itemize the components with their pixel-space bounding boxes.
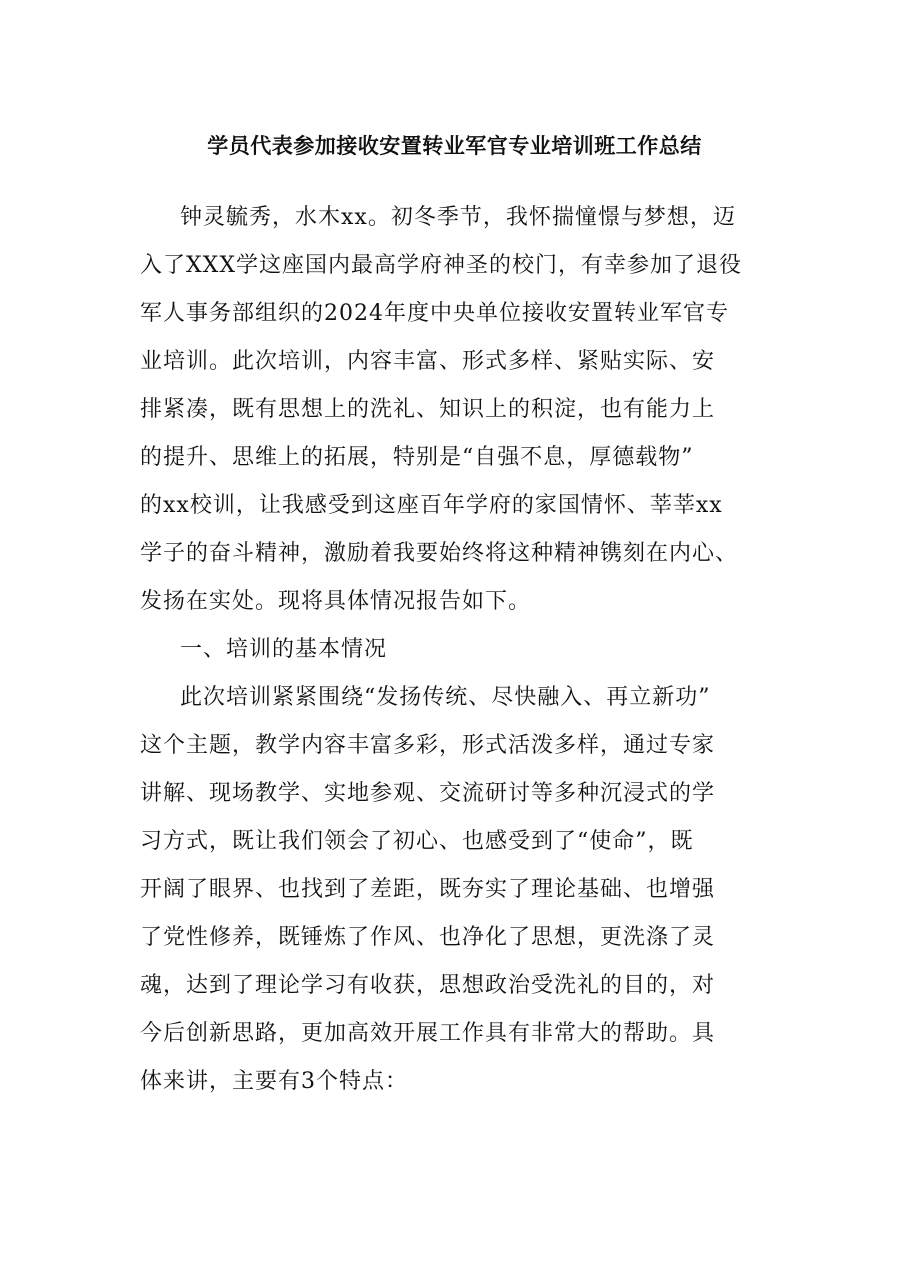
paragraph-line: 发扬在实处。现将具体情况报告如下。 bbox=[140, 589, 532, 614]
paragraph-line: 的xx校训，让我感受到这座百年学府的家国情怀、莘莘xx bbox=[140, 493, 723, 518]
paragraph-line: 这个主题，教学内容丰富多彩，形式活泼多样，通过专家 bbox=[140, 733, 716, 758]
section-heading: 一、培训的基本情况 bbox=[180, 637, 388, 662]
paragraph-line: 学子的奋斗精神，激励着我要始终将这种精神镌刻在内心、 bbox=[140, 541, 739, 566]
document-title: 学员代表参加接收安置转业军官专业培训班工作总结 bbox=[207, 134, 702, 158]
paragraph-line: 钟灵毓秀，水木xx。初冬季节，我怀揣憧憬与梦想，迈 bbox=[180, 205, 736, 230]
paragraph-line: 体来讲，主要有3个特点： bbox=[140, 1069, 408, 1094]
paragraph-line: 军人事务部组织的2024年度中央单位接收安置转业军官专 bbox=[140, 301, 729, 326]
paragraph-line: 入了XXX学这座国内最高学府神圣的校门，有幸参加了退役 bbox=[140, 253, 742, 278]
paragraph-line: 开阔了眼界、也找到了差距，既夯实了理论基础、也增强 bbox=[140, 877, 716, 902]
paragraph-line: 了党性修养，既锤炼了作风、也净化了思想，更洗涤了灵 bbox=[140, 925, 716, 950]
paragraph-line: 排紧凑，既有思想上的洗礼、知识上的积淀，也有能力上 bbox=[140, 397, 716, 422]
paragraph-line: 此次培训紧紧围绕“发扬传统、尽快融入、再立新功” bbox=[180, 685, 711, 710]
paragraph-line: 讲解、现场教学、实地参观、交流研讨等多种沉浸式的学 bbox=[140, 781, 716, 806]
paragraph-line: 今后创新思路，更加高效开展工作具有非常大的帮助。具 bbox=[140, 1021, 716, 1046]
paragraph-line: 魂，达到了理论学习有收获，思想政治受洗礼的目的，对 bbox=[140, 973, 716, 998]
paragraph-line: 习方式，既让我们领会了初心、也感受到了“使命”，既 bbox=[140, 829, 694, 854]
paragraph-line: 业培训。此次培训，内容丰富、形式多样、紧贴实际、安 bbox=[140, 349, 716, 374]
paragraph-line: 的提升、思维上的拓展，特别是“自强不息，厚德载物” bbox=[140, 445, 694, 470]
